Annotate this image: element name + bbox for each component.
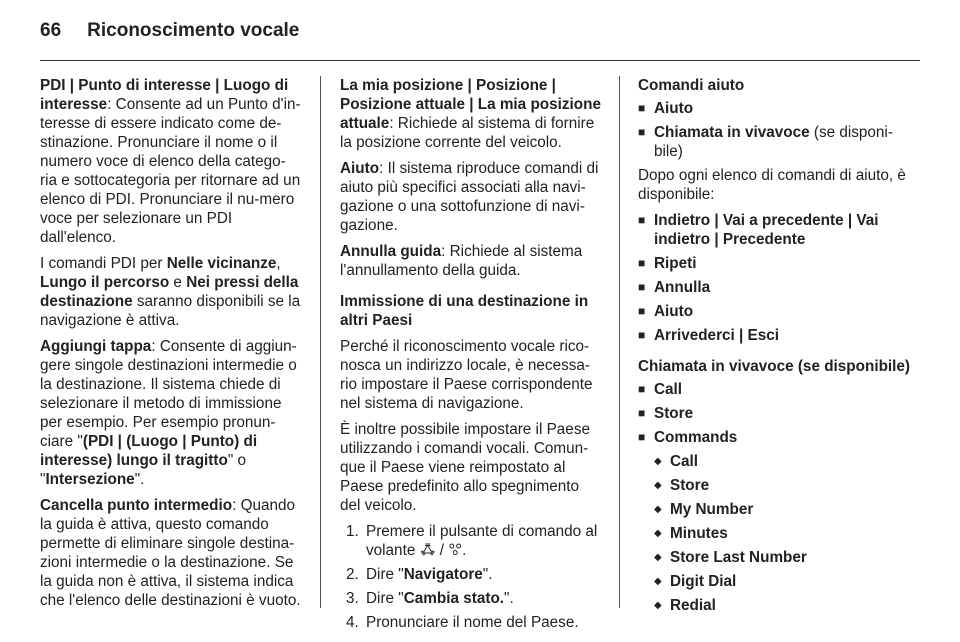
- list-item: ■ Call: [638, 380, 920, 399]
- section-heading: Chiamata in vivavoce (se disponibile): [638, 358, 911, 375]
- paragraph-cancel-guidance: Annulla guida: Richiede al sistema l'annullamento della guida.: [340, 243, 583, 279]
- paragraph-my-position: La mia posizione | Posizione | Posizione attuale | La mia posizione attuale: Richiede al sistema di fornire la posizione corrente del veicolo.: [340, 77, 601, 151]
- steps-list: [340, 522, 602, 632]
- column-divider: [619, 76, 620, 608]
- column-divider: [320, 76, 321, 608]
- header-rule: [40, 60, 920, 61]
- list-item: ◆ Call: [654, 452, 920, 471]
- list-item: ◆ Digit Dial: [654, 572, 920, 591]
- column-3: [638, 76, 920, 620]
- help-commands-list: [638, 99, 920, 161]
- list-item: 4. Pronunciare il nome del Paese.: [346, 614, 579, 631]
- paragraph-country-voice: È inoltre possibile impostare il Paese utilizzando i comandi vocali. Comun-que il Paese viene reimpostato al Paese predefinito allo spegnimento del veicolo.: [340, 421, 590, 514]
- column-2: [340, 76, 602, 637]
- section-heading: Immissione di una destinazione in altri Paesi: [340, 293, 589, 329]
- page-header: [40, 20, 299, 52]
- after-help-list: [638, 211, 920, 345]
- list-item: ■ Commands: [638, 428, 920, 447]
- list-item: 3. Dire "Cambia stato.".: [346, 590, 514, 607]
- page-number: 66: [40, 20, 62, 41]
- list-item: ■ Store: [638, 404, 920, 423]
- list-item: ◆ Redial: [654, 596, 920, 615]
- list-item: 2. Dire "Navigatore".: [346, 566, 493, 583]
- list-item: ■ Arrivederci | Esci: [638, 326, 920, 345]
- paragraph-delete-waypoint: Cancella punto intermedio: Quando la guida è attiva, questo comando permette di eliminare singole destina-zioni intermedie o la destinazione. Se la guida non è attiva, il sistema indica che l'elenco delle destinazioni è vuoto.: [40, 497, 301, 609]
- section-heading: Comandi aiuto: [638, 77, 745, 94]
- list-item: ■ Ripeti: [638, 254, 920, 273]
- paragraph-poi: PDI | Punto di interesse | Luogo di interesse: Consente ad un Punto d'in-teresse di essere indicato come de-stinazione. Pronunciare il nome o il numero voce di elenco della catego-ria e sottocategoria per ritornare ad un elenco di PDI. Pronunciare il nu-mero voce per selezionare un PDI dall'elenco.: [40, 77, 301, 246]
- list-item: ■ Indietro | Vai a precedente | Vai indietro | Precedente: [638, 211, 920, 249]
- list-item: 1. Premere il pulsante di comando al volante ꗈ / ꖜ.: [346, 523, 598, 559]
- list-item: ◆ Store: [654, 476, 920, 495]
- list-item: ■ Chiamata in vivavoce (se disponi-bile): [638, 123, 920, 161]
- list-item: ■ Aiuto: [638, 99, 920, 118]
- paragraph-after-help: Dopo ogni elenco di comandi di aiuto, è disponibile:: [638, 167, 906, 203]
- paragraph-help: Aiuto: Il sistema riproduce comandi di aiuto più specifici associati alla navi-gazione o una sottofunzione di navi-gazione.: [340, 160, 599, 234]
- list-item: ◆ Store Last Number: [654, 548, 920, 567]
- paragraph-country-info: Perché il riconoscimento vocale rico-nosca un indirizzo locale, è necessa-rio impostare il Paese corrispondente nel sistema di navigazione.: [340, 338, 593, 412]
- list-item: ◆ Minutes: [654, 524, 920, 543]
- phone-commands-list: [638, 380, 920, 615]
- list-item: ■ Aiuto: [638, 302, 920, 321]
- list-item: ■ Annulla: [638, 278, 920, 297]
- page-title: Riconoscimento vocale: [87, 20, 300, 41]
- steering-wheel-voice-icon: ꗈ / ꖜ.: [419, 542, 467, 559]
- paragraph-poi-commands: I comandi PDI per Nelle vicinanze, Lungo il percorso e Nei pressi della destinazione saranno disponibili se la navigazione è attiva.: [40, 255, 301, 329]
- list-item: ◆ My Number: [654, 500, 920, 519]
- column-1: [40, 76, 302, 617]
- paragraph-add-waypoint: Aggiungi tappa: Consente di aggiun-gere singole destinazioni intermedie o la destinazione. Il sistema chiede di selezionare il metodo di immissione per esempio. Per esempio pronun-ciare "(PDI | (Luogo | Punto) di interesse) lungo il tragitto" o "Intersezione".: [40, 338, 297, 488]
